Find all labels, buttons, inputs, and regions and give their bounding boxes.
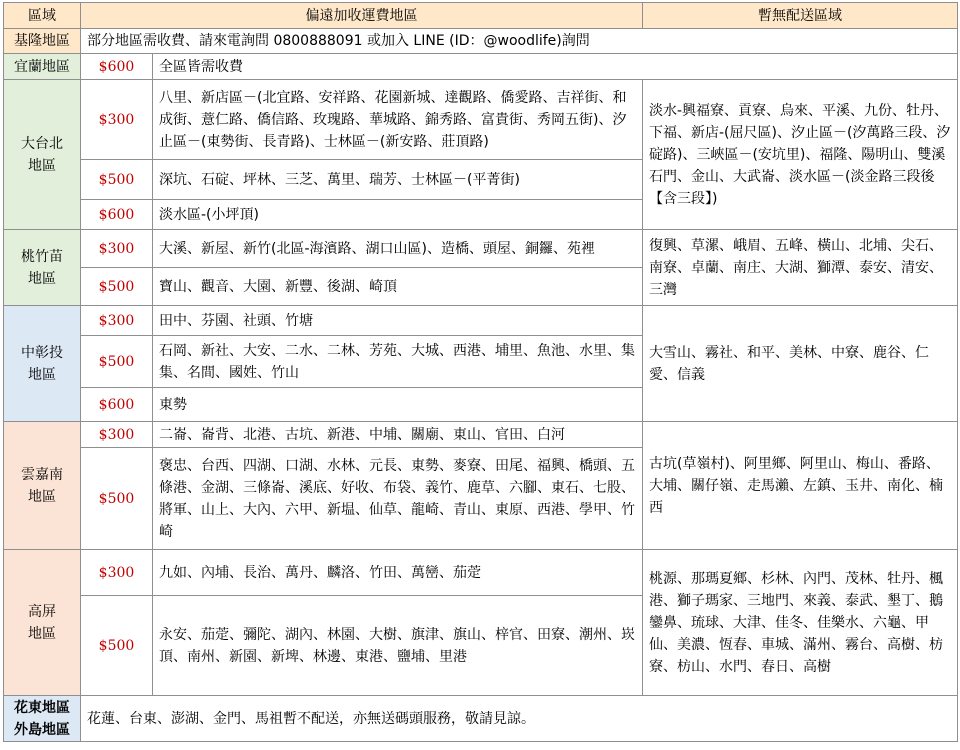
south-areas-500: 褒忠、台西、四湖、口湖、水林、元長、東勢、麥寮、田尾、福興、橋頭、五條港、金湖、三條崙、溪底、好收、布袋、義竹、鹿草、六腳、東石、七股、將軍、山上、大內、六甲、新塭、仙草、龍崎、青山、東原、西港、學甲、竹崎	[153, 448, 643, 550]
region-taipei-line1: 大台北	[21, 135, 63, 152]
table-row-south-300	[4, 422, 958, 448]
table-row-east	[4, 696, 958, 742]
region-pingtung	[4, 550, 81, 696]
pingtung-areas-500: 永安、茄萣、彌陀、湖內、林園、大樹、旗津、旗山、梓官、田寮、潮州、崁頂、南州、新園、新埤、林邊、東港、鹽埔、里港	[153, 596, 643, 696]
region-taoyuan-line1: 桃竹苗	[21, 248, 63, 265]
table-row-pingtung-300	[4, 550, 958, 596]
central-areas-600: 東勢	[153, 388, 643, 422]
region-central-line2: 地區	[28, 366, 56, 383]
region-yilan: 宜蘭地區	[4, 54, 81, 80]
taipei-price-500: $500	[81, 160, 153, 200]
taoyuan-areas-300: 大溪、新屋、新竹(北區-海濱路、湖口山區)、造橋、頭屋、銅鑼、苑裡	[153, 230, 643, 268]
remote-area-shipping-table	[3, 2, 958, 742]
region-south-line2: 地區	[28, 488, 56, 505]
south-areas-300: 二崙、崙背、北港、古坑、新港、中埔、關廟、東山、官田、白河	[153, 422, 643, 448]
central-price-300: $300	[81, 306, 153, 336]
yilan-areas: 全區皆需收費	[153, 54, 958, 80]
central-areas-300: 田中、芬園、社頭、竹塘	[153, 306, 643, 336]
south-price-300: $300	[81, 422, 153, 448]
central-price-600: $600	[81, 388, 153, 422]
pingtung-no-delivery: 桃源、那瑪夏鄉、杉林、內門、茂林、牡丹、楓港、獅子瑪家、三地門、來義、泰武、墾丁、鵝鑾鼻、琉球、大津、佳冬、佳樂水、六龜、甲仙、美濃、恆春、車城、滿州、霧台、高樹、枋寮、枋山、水門、春日、高樹	[643, 550, 958, 696]
region-south	[4, 422, 81, 550]
central-price-500: $500	[81, 336, 153, 388]
taipei-price-300: $300	[81, 80, 153, 160]
pingtung-price-300: $300	[81, 550, 153, 596]
keelung-note: 部分地區需收費、請來電詢問 0800888091 或加入 LINE (ID：@woodlife)詢問	[81, 29, 958, 54]
region-east-line1: 花東地區	[14, 699, 70, 716]
taoyuan-no-delivery: 復興、草漯、峨眉、五峰、橫山、北埔、尖石、南寮、卓蘭、南庄、大湖、獅潭、泰安、清安、三灣	[643, 230, 958, 306]
taipei-areas-300: 八里、新店區－(北宜路、安祥路、花園新城、達觀路、僑愛路、吉祥街、和成街、薏仁路、僑信路、玫瑰路、華城路、錦秀路、富貴街、秀岡五街)、汐止區－(東勢街、長青路)、士林區－(新安路、莊頂路)	[153, 80, 643, 160]
table-header-row	[4, 3, 958, 29]
taoyuan-price-300: $300	[81, 230, 153, 268]
header-region: 區域	[4, 3, 81, 29]
pingtung-areas-300: 九如、內埔、長治、萬丹、麟洛、竹田、萬巒、茄萣	[153, 550, 643, 596]
region-taoyuan-line2: 地區	[28, 270, 56, 287]
taipei-areas-600: 淡水區-(小坪頂)	[153, 200, 643, 230]
region-keelung: 基隆地區	[4, 29, 81, 54]
region-east-line2: 外島地區	[14, 721, 70, 738]
region-taipei-line2: 地區	[28, 157, 56, 174]
region-central	[4, 306, 81, 422]
south-price-500: $500	[81, 448, 153, 550]
table-row-keelung	[4, 29, 958, 54]
central-no-delivery: 大雪山、霧社、和平、美林、中寮、鹿谷、仁愛、信義	[643, 306, 958, 422]
taipei-areas-500: 深坑、石碇、坪林、三芝、萬里、瑞芳、士林區－(平菁街)	[153, 160, 643, 200]
taoyuan-price-500: $500	[81, 268, 153, 306]
region-central-line1: 中彰投	[21, 344, 63, 361]
region-pingtung-line1: 高屏	[28, 603, 56, 620]
table-row-central-300	[4, 306, 958, 336]
region-taoyuan	[4, 230, 81, 306]
header-no-delivery: 暫無配送區域	[643, 3, 958, 29]
pingtung-price-500: $500	[81, 596, 153, 696]
table-row-taipei-300	[4, 80, 958, 160]
taoyuan-areas-500: 寶山、觀音、大園、新豐、後湖、崎頂	[153, 268, 643, 306]
east-note: 花蓮、台東、澎湖、金門、馬祖暫不配送，亦無送碼頭服務，敬請見諒。	[81, 696, 958, 742]
region-pingtung-line2: 地區	[28, 625, 56, 642]
taipei-no-delivery: 淡水-興福寮、貢寮、烏來、平溪、九份、牡丹、下福、新店-(屈尺區)、汐止區－(汐萬路三段、汐碇路)、三峽區－(安坑里)、福隆、陽明山、雙溪石門、金山、大武崙、淡水區－(淡金路三段後【含三段】)	[643, 80, 958, 230]
central-areas-500: 石岡、新社、大安、二水、二林、芳苑、大城、西港、埔里、魚池、水里、集集、名間、國姓、竹山	[153, 336, 643, 388]
table-row-taoyuan-300	[4, 230, 958, 268]
south-no-delivery: 古坑(草嶺村)、阿里鄉、阿里山、梅山、番路、大埔、關仔嶺、走馬瀨、左鎮、玉井、南化、楠西	[643, 422, 958, 550]
yilan-price: $600	[81, 54, 153, 80]
header-fee-areas: 偏遠加收運費地區	[81, 3, 643, 29]
region-taipei	[4, 80, 81, 230]
region-south-line1: 雲嘉南	[21, 466, 63, 483]
table-row-yilan	[4, 54, 958, 80]
region-east	[4, 696, 81, 742]
taipei-price-600: $600	[81, 200, 153, 230]
